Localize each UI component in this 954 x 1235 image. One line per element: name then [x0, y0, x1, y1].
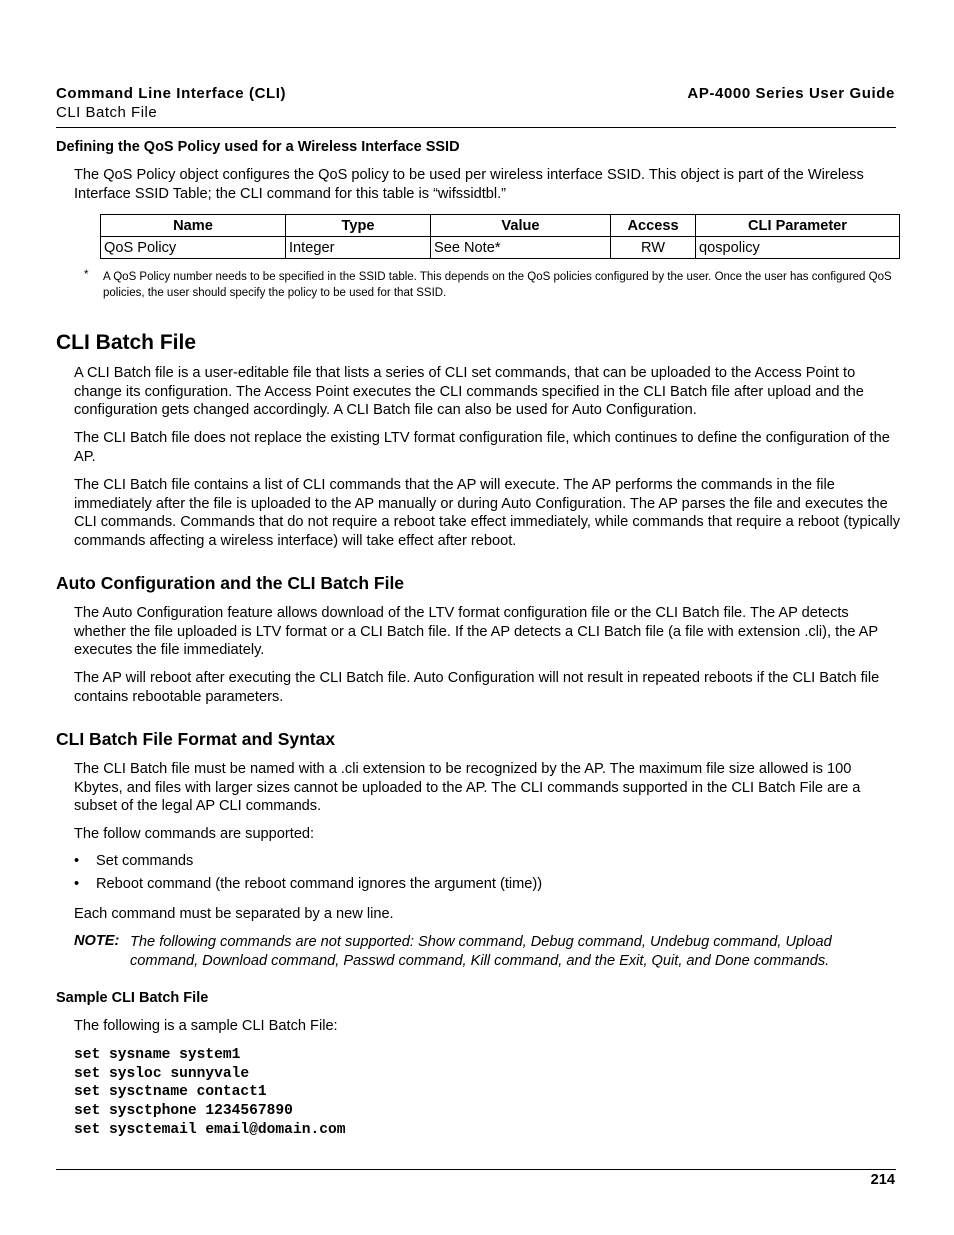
- auto-config-heading: Auto Configuration and the CLI Batch File: [56, 573, 405, 593]
- table-header-row: [101, 215, 900, 237]
- qos-heading: Defining the QoS Policy used for a Wireless Interface SSID: [56, 139, 460, 155]
- qos-intro: The QoS Policy object configures the QoS policy to be used per wireless interface SSID. This object is part of the Wireless Interface SSID Table; the CLI command for this table is “wifssidtbl.”: [74, 167, 864, 202]
- col-header-type: Type: [286, 215, 431, 237]
- format-paragraph-1: The CLI Batch file must be named with a .cli extension to be recognized by the AP. The maximum file size allowed is 100 Kbytes, and files with larger sizes cannot be uploaded to the AP. The CLI commands supported in the CLI Batch File are a subset of the legal AP CLI commands.: [74, 761, 861, 815]
- footnote-text: A QoS Policy number needs to be specified in the SSID table. This depends on the QoS policies configured by the user. Once the user has configured QoS policies, the user should specify the policy to be used for that SSID.: [103, 271, 892, 300]
- cell-type: Integer: [286, 237, 431, 259]
- col-header-value: Value: [431, 215, 611, 237]
- batch-heading: CLI Batch File: [56, 331, 197, 354]
- code-line: set sysname system1: [74, 1047, 241, 1063]
- header-section: CLI Batch File: [56, 104, 158, 121]
- footnote-marker: *: [84, 269, 89, 281]
- sample-heading: Sample CLI Batch File: [56, 990, 209, 1006]
- col-header-cli-parameter: CLI Parameter: [696, 215, 900, 237]
- table-row: [101, 237, 900, 259]
- code-line: set sysctname contact1: [74, 1084, 267, 1101]
- col-header-name: Name: [101, 215, 286, 237]
- header-chapter: Command Line Interface (CLI): [56, 85, 287, 102]
- cell-cli-parameter: qospolicy: [696, 237, 900, 259]
- cell-value: See Note*: [431, 237, 611, 259]
- list-item: Set commands: [96, 853, 194, 869]
- format-heading: CLI Batch File Format and Syntax: [56, 729, 336, 749]
- code-line: set sysctphone 1234567890: [74, 1103, 293, 1120]
- header-rule: [56, 127, 896, 128]
- code-block: [74, 1046, 346, 1139]
- note-text: The following commands are not supported: Show command, Debug command, Undebug command, Upload command, Download command, Passwd command, Kill command, and the Exit, Quit, and Done commands.: [130, 934, 832, 969]
- list-item: Reboot command (the reboot command ignores the argument (time)): [96, 876, 543, 892]
- footer-rule: [56, 1169, 896, 1170]
- auto-config-paragraph-1: The Auto Configuration feature allows download of the LTV format configuration file or the CLI Batch file. The AP detects whether the file uploaded is LTV format or a CLI Batch file. If the AP detects a CLI Batch file (a file with extension .cli), the AP executes the file immediately.: [74, 605, 878, 659]
- qos-table: [100, 214, 900, 259]
- sample-intro: The following is a sample CLI Batch File:: [74, 1018, 338, 1034]
- code-line: set sysctemail email@domain.com: [74, 1121, 346, 1138]
- auto-config-paragraph-2: The AP will reboot after executing the CLI Batch file. Auto Configuration will not result in repeated reboots if the CLI Batch file contains rebootable parameters.: [74, 670, 880, 705]
- header-guide-title: AP-4000 Series User Guide: [687, 85, 895, 102]
- bullet-marker: •: [74, 876, 80, 892]
- format-after-bullets: Each command must be separated by a new line.: [74, 906, 394, 922]
- page-number: 214: [870, 1172, 895, 1188]
- code-line: set sysloc sunnyvale: [74, 1065, 250, 1082]
- cell-name: QoS Policy: [101, 237, 286, 259]
- batch-paragraph-2: The CLI Batch file does not replace the existing LTV format configuration file, which continues to define the configuration of the AP.: [74, 430, 890, 465]
- format-paragraph-2: The follow commands are supported:: [74, 826, 315, 842]
- batch-paragraph-3: The CLI Batch file contains a list of CLI commands that the AP will execute. The AP performs the commands in the file immediately after the file is uploaded to the AP manually or during Auto Configuration. The AP parses the file and executes the CLI commands. Commands that do not require a reboot take effect immediately, while commands that require a reboot (typically commands affecting a wireless interface) will take effect after reboot.: [74, 477, 901, 550]
- note-label: NOTE:: [74, 933, 120, 949]
- bullet-marker: •: [74, 853, 80, 869]
- cell-access: RW: [611, 237, 696, 259]
- col-header-access: Access: [611, 215, 696, 237]
- batch-paragraph-1: A CLI Batch file is a user-editable file that lists a series of CLI set commands, that can be uploaded to the Access Point to change its configuration. The Access Point executes the CLI commands specified in the CLI Batch file after upload and the configuration gets changed accordingly. A CLI Batch file can also be used for Auto Configuration.: [74, 365, 864, 419]
